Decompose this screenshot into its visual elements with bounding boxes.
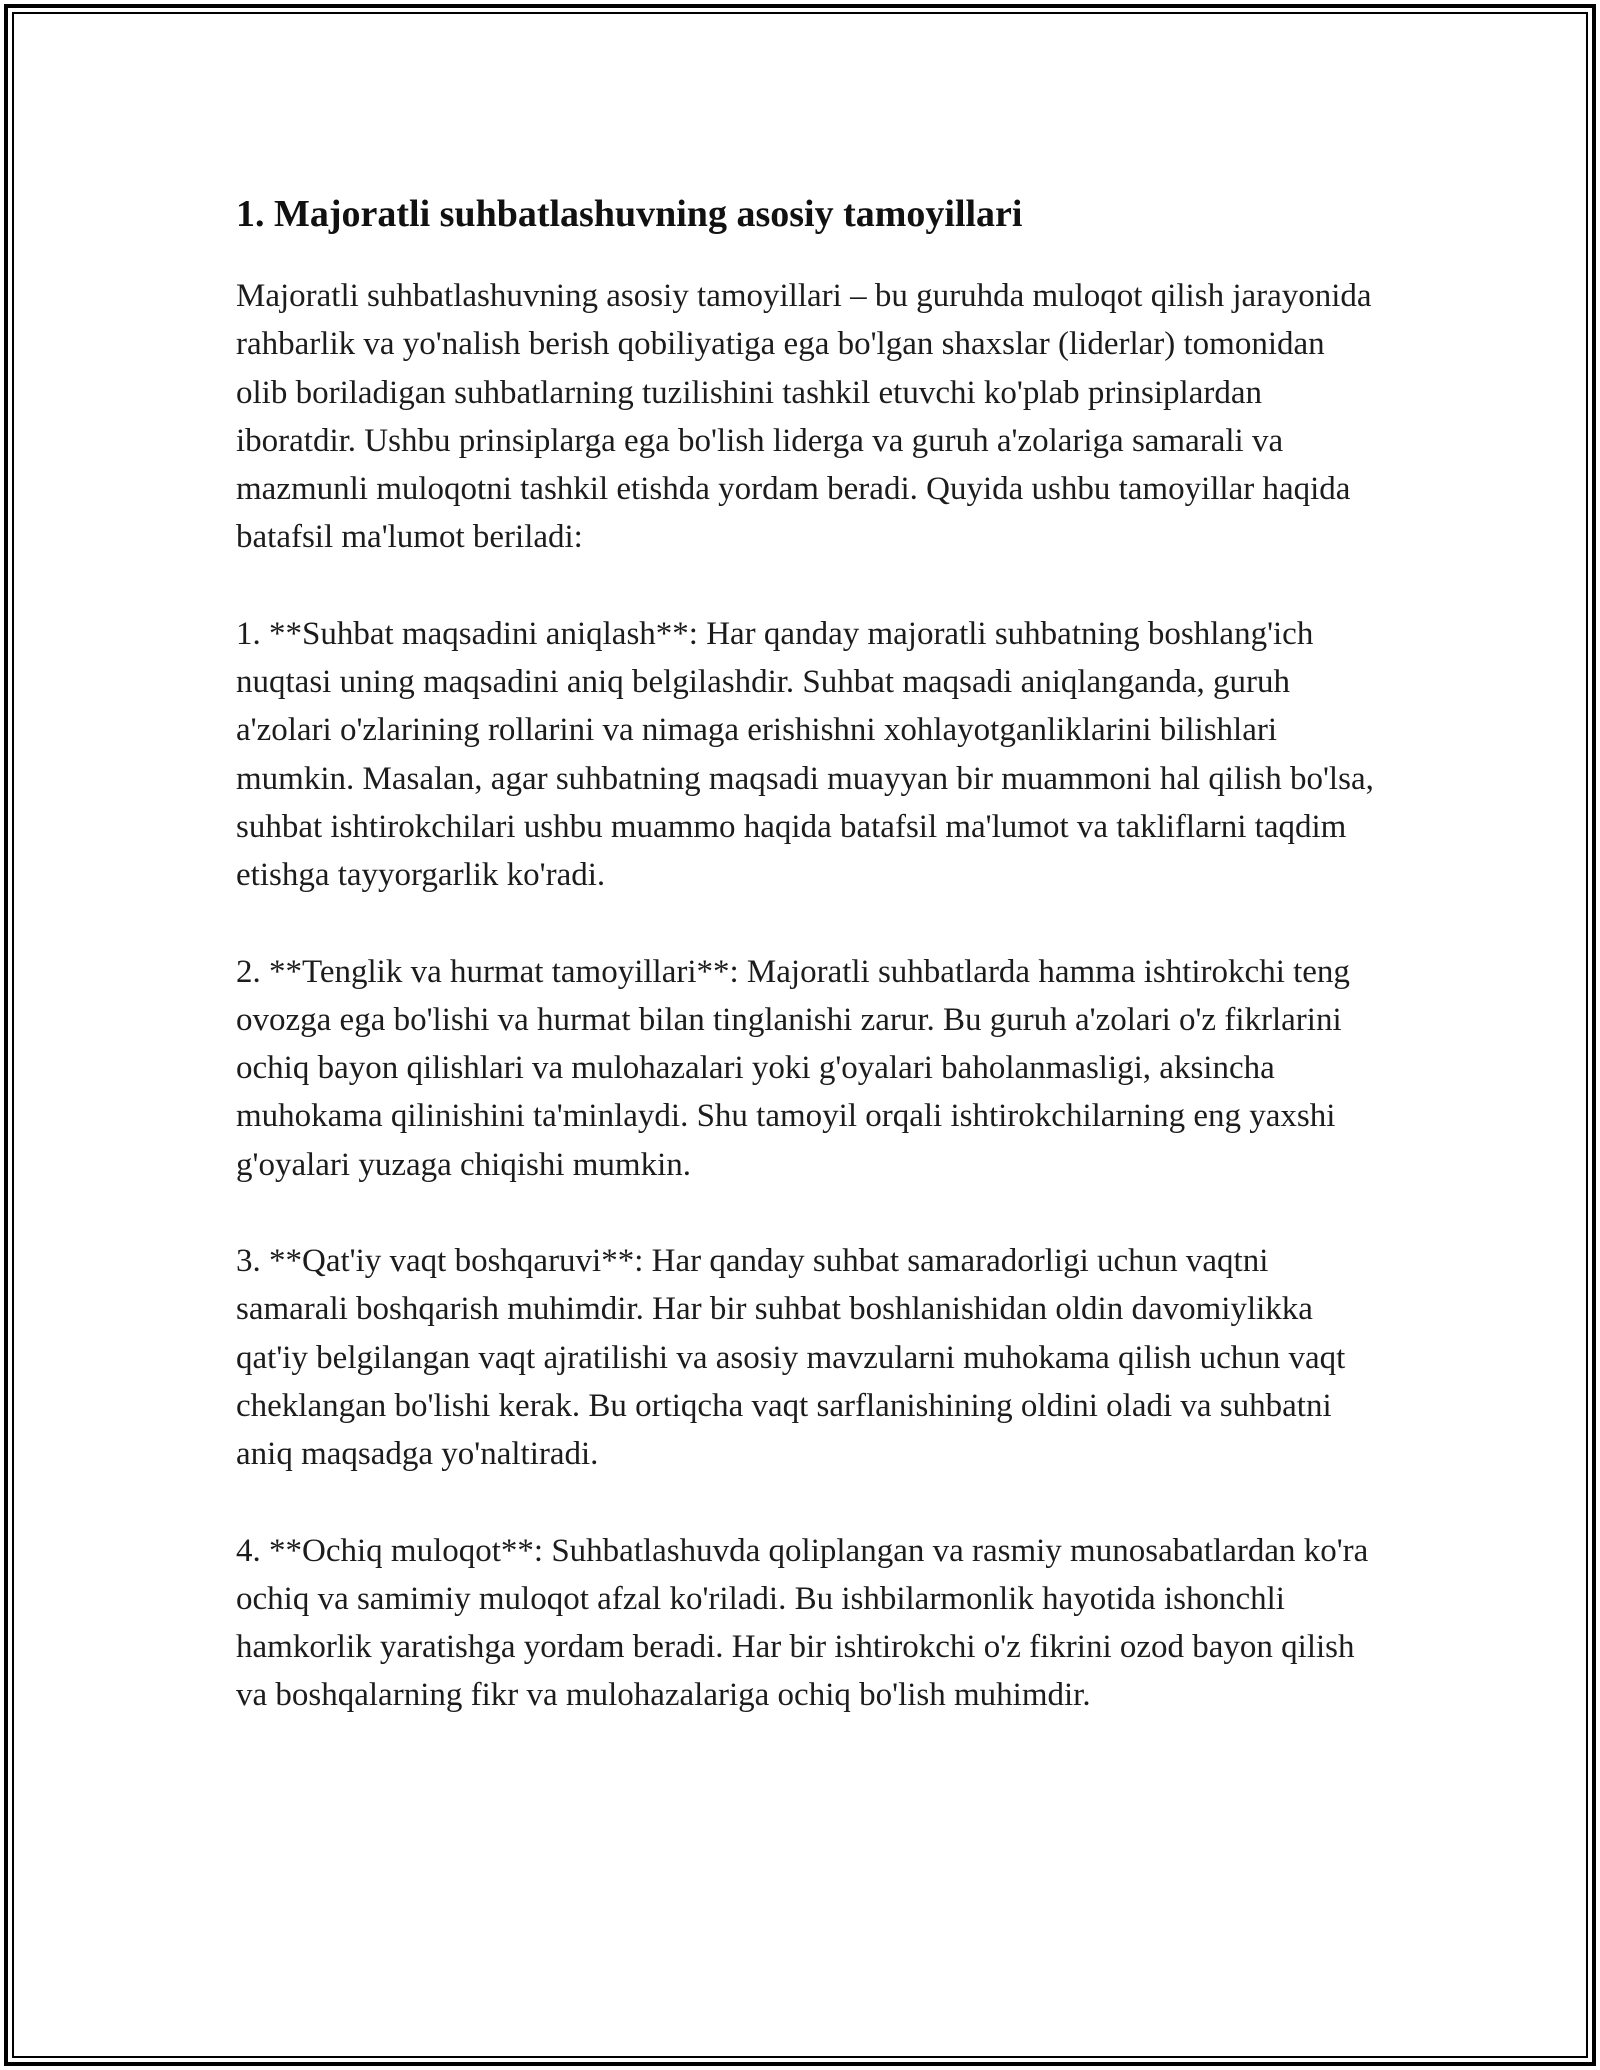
principle-4-paragraph: 4. **Ochiq muloqot**: Suhbatlashuvda qoliplangan va rasmiy munosabatlardan ko'ra ochiq va samimiy muloqot afzal ko'riladi. Bu ishbilarmonlik hayotida ishonchli hamkorlik yaratishga yordam beradi. Har bir ishtirokchi o'z fikrini ozod bayon qilish va boshqalarning fikr va mulohazalariga ochiq bo'lish muhimdir. — [236, 1532, 1369, 1714]
principle-2-paragraph: 2. **Tenglik va hurmat tamoyillari**: Majoratli suhbatlarda hamma ishtirokchi teng ovozga ega bo'lishi va hurmat bilan tinglanishi zarur. Bu guruh a'zolari o'z fikrlarini ochiq bayon qilishlari va mulohazalari yoki g'oyalari baholanmasligi, aksincha muhokama qilinishini ta'minlaydi. Shu tamoyil orqali ishtirokchilarning eng yaxshi g'oyalari yuzaga chiqishi mumkin. — [236, 953, 1350, 1183]
principle-1-paragraph: 1. **Suhbat maqsadini aniqlash**: Har qanday majoratli suhbatning boshlang'ich nuqtasi uning maqsadini aniq belgilashdir. Suhbat maqsadi aniqlanganda, guruh a'zolari o'zlarining rollarini va nimaga erishishni xohlayotganliklarini bilishlari mumkin. Masalan, agar suhbatning maqsadi muayyan bir muammoni hal qilish bo'lsa, suhbat ishtirokchilari ushbu muammo haqida batafsil ma'lumot va takliflarni taqdim etishga tayyorgarlik ko'radi. — [236, 615, 1374, 894]
section-heading: 1. Majoratli suhbatlashuvning asosiy tamoyillari — [236, 193, 1023, 235]
document-body — [236, 186, 1376, 1720]
intro-paragraph: Majoratli suhbatlashuvning asosiy tamoyillari – bu guruhda muloqot qilish jarayonida rahbarlik va yo'nalish berish qobiliyatiga ega bo'lgan shaxslar (liderlar) tomonidan olib boriladigan suhbatlarning tuzilishini tashkil etuvchi ko'plab prinsiplardan iboratdir. Ushbu prinsiplarga ega bo'lish liderga va guruh a'zolariga samarali va mazmunli muloqotni tashkil etishda yordam beradi. Quyida ushbu tamoyillar haqida batafsil ma'lumot beriladi: — [236, 278, 1372, 556]
principle-3-paragraph: 3. **Qat'iy vaqt boshqaruvi**: Har qanday suhbat samaradorligi uchun vaqtni samarali boshqarish muhimdir. Har bir suhbat boshlanishidan oldin davomiylikka qat'iy belgilangan vaqt ajratilishi va asosiy mavzularni muhokama qilish uchun vaqt cheklangan bo'lishi kerak. Bu ortiqcha vaqt sarflanishining oldini oladi va suhbatni aniq maqsadga yo'naltiradi. — [236, 1243, 1346, 1473]
